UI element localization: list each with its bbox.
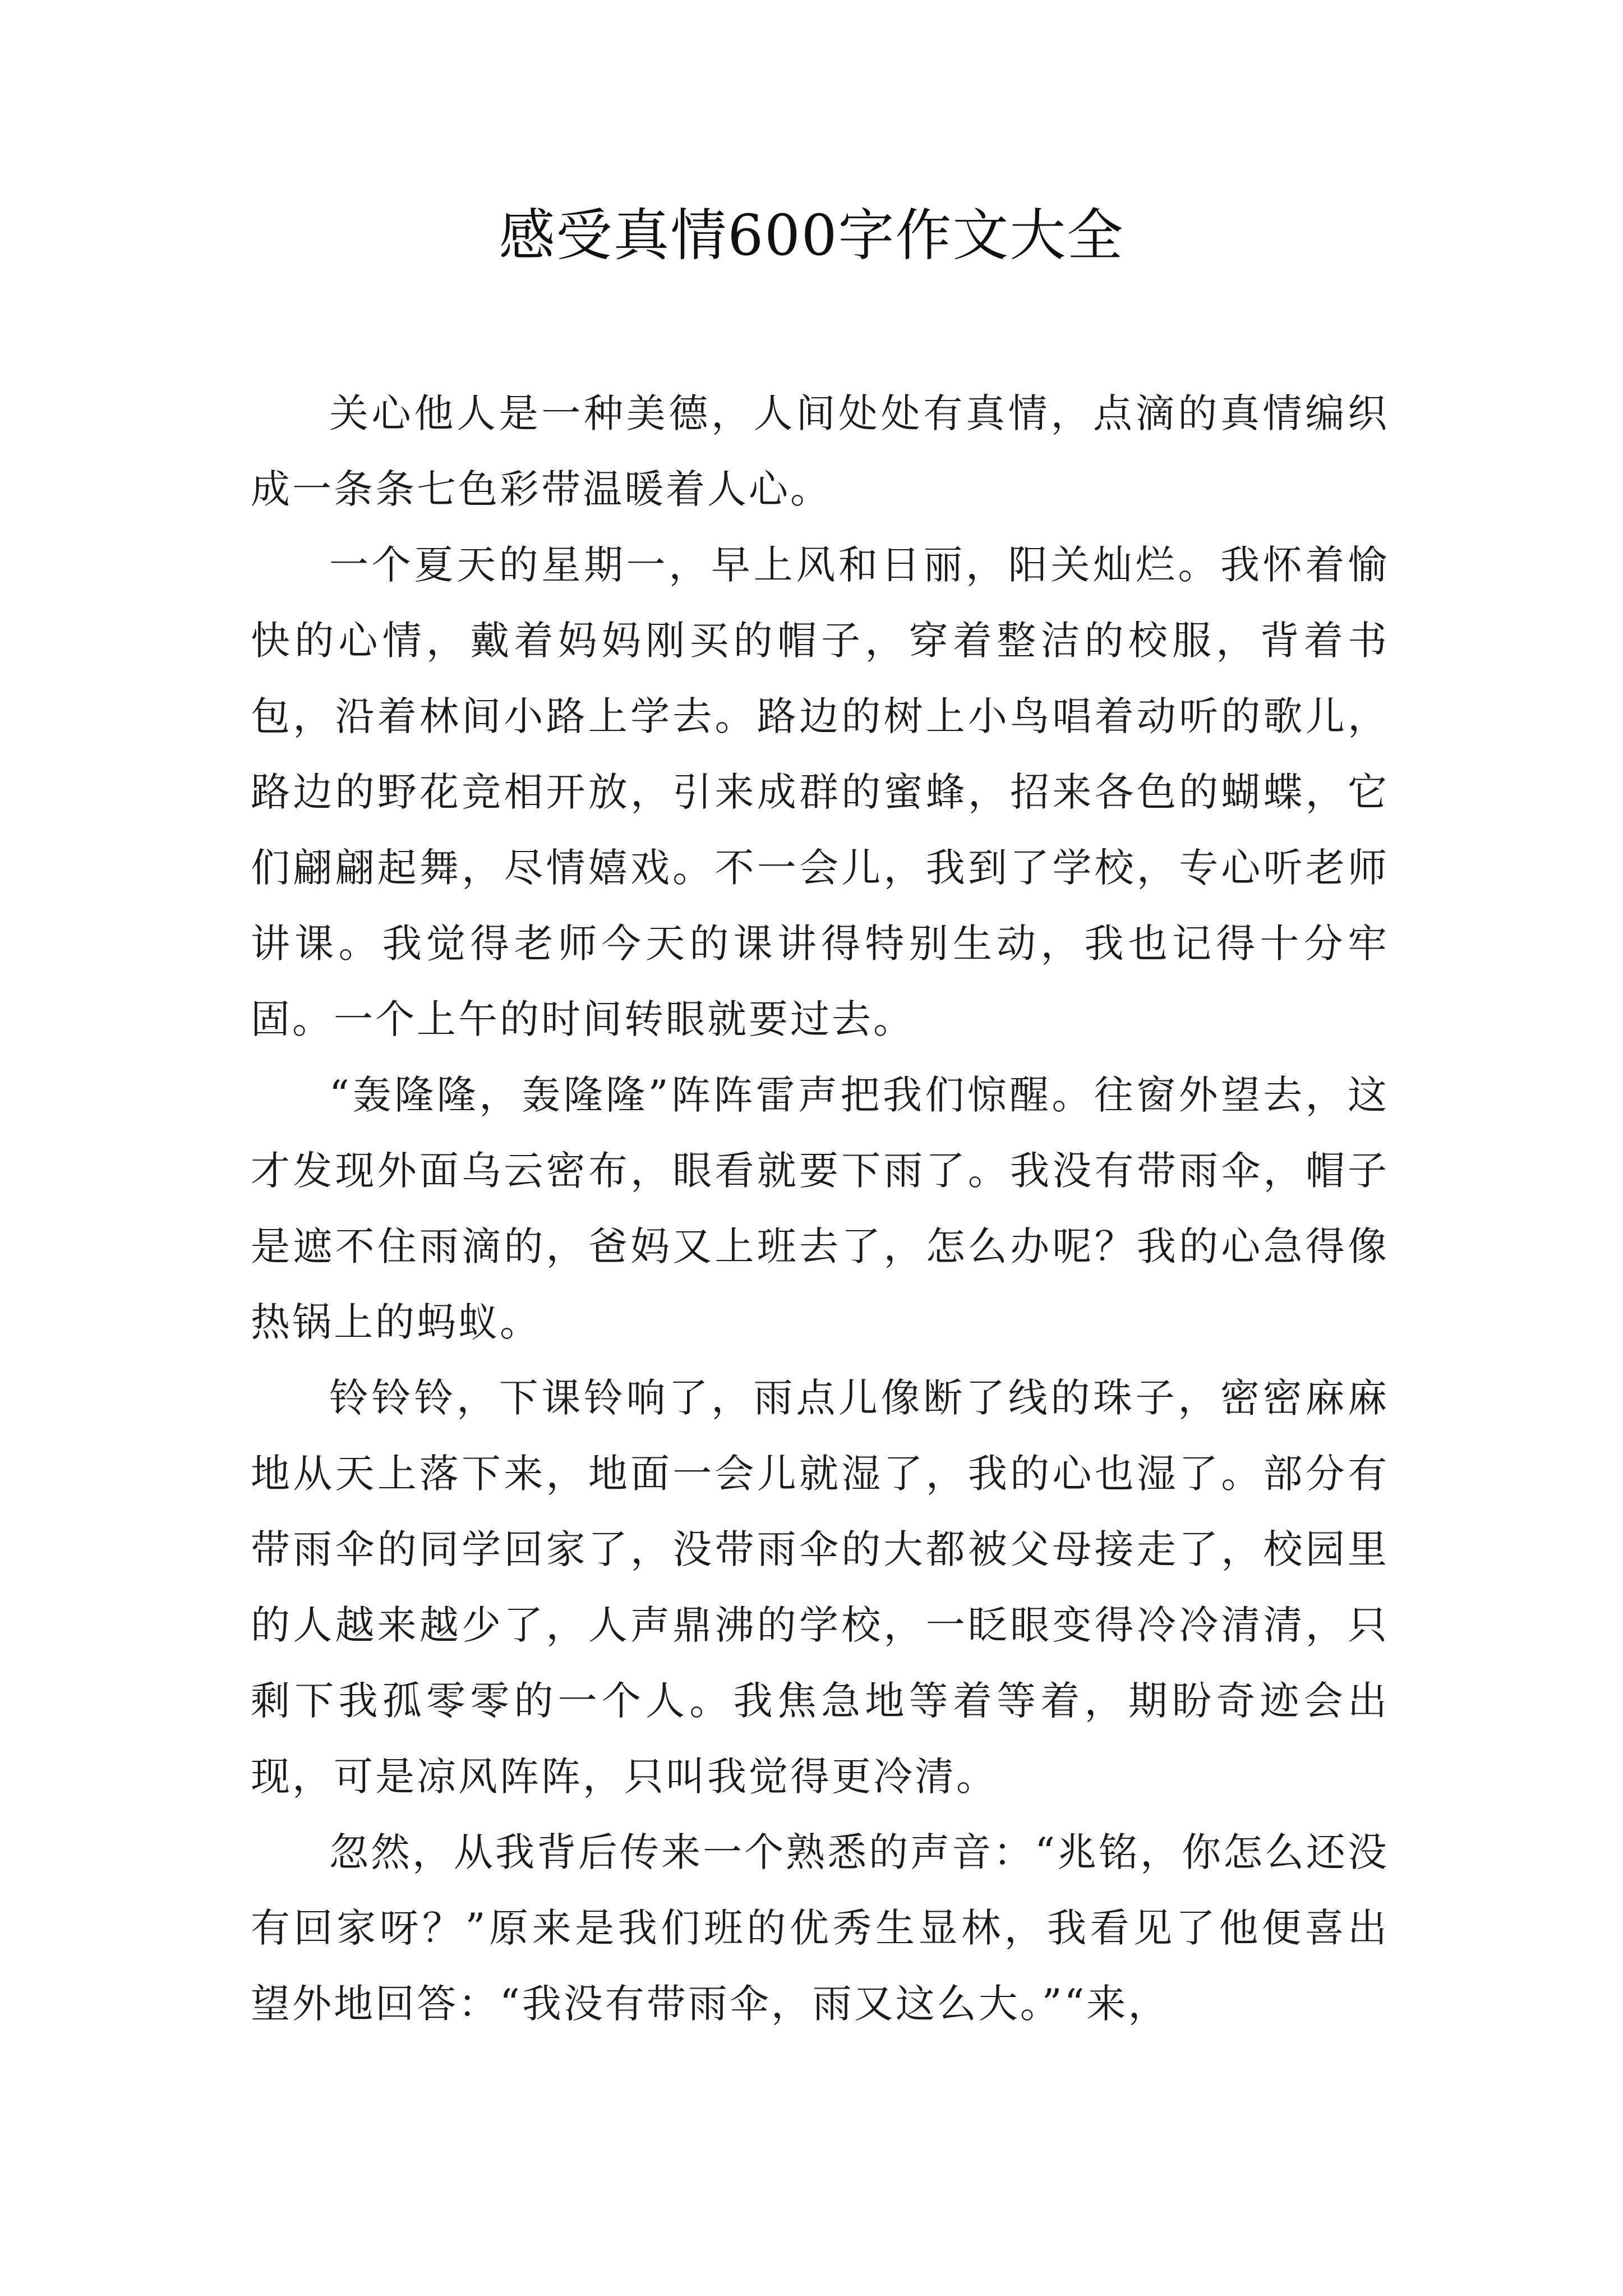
document-body [251,376,1389,2042]
paragraph: 一个夏天的星期一，早上风和日丽，阳关灿烂。我怀着愉快的心情，戴着妈妈刚买的帽子，穿着整洁的校服，背着书包，沿着林间小路上学去。路边的树上小鸟唱着动听的歌儿，路边的野花竞相开放，引来成群的蜜蜂，招来各色的蝴蝶，它们翩翩起舞，尽情嬉戏。不一会儿，我到了学校，专心听老师讲课。我觉得老师今天的课讲得特别生动，我也记得十分牢固。一个上午的时间转眼就要过去。 [251,542,1389,1042]
paragraph: 关心他人是一种美德，人间处处有真情，点滴的真情编织成一条条七色彩带温暖着人心。 [251,390,1389,512]
document-title: 感受真情600字作文大全 [499,203,1124,268]
paragraph: “轰隆隆，轰隆隆”阵阵雷声把我们惊醒。往窗外望去，这才发现外面乌云密布，眼看就要下雨了。我没有带雨伞，帽子是遮不住雨滴的，爸妈又上班去了，怎么办呢？我的心急得像热锅上的蚂蚁。 [251,1072,1389,1345]
paragraph: 铃铃铃，下课铃响了，雨点儿像断了线的珠子，密密麻麻地从天上落下来，地面一会儿就湿了，我的心也湿了。部分有带雨伞的同学回家了，没带雨伞的大都被父母接走了，校园里的人越来越少了，人声鼎沸的学校，一眨眼变得冷冷清清，只剩下我孤零零的一个人。我焦急地等着等着，期盼奇迹会出现，可是凉风阵阵，只叫我觉得更冷清。 [251,1375,1389,1800]
paragraph: 忽然，从我背后传来一个熟悉的声音：“兆铭，你怎么还没有回家呀？”原来是我们班的优秀生显林，我看见了他便喜出望外地回答：“我没有带雨伞，雨又这么大。”“来， [251,1829,1389,2027]
